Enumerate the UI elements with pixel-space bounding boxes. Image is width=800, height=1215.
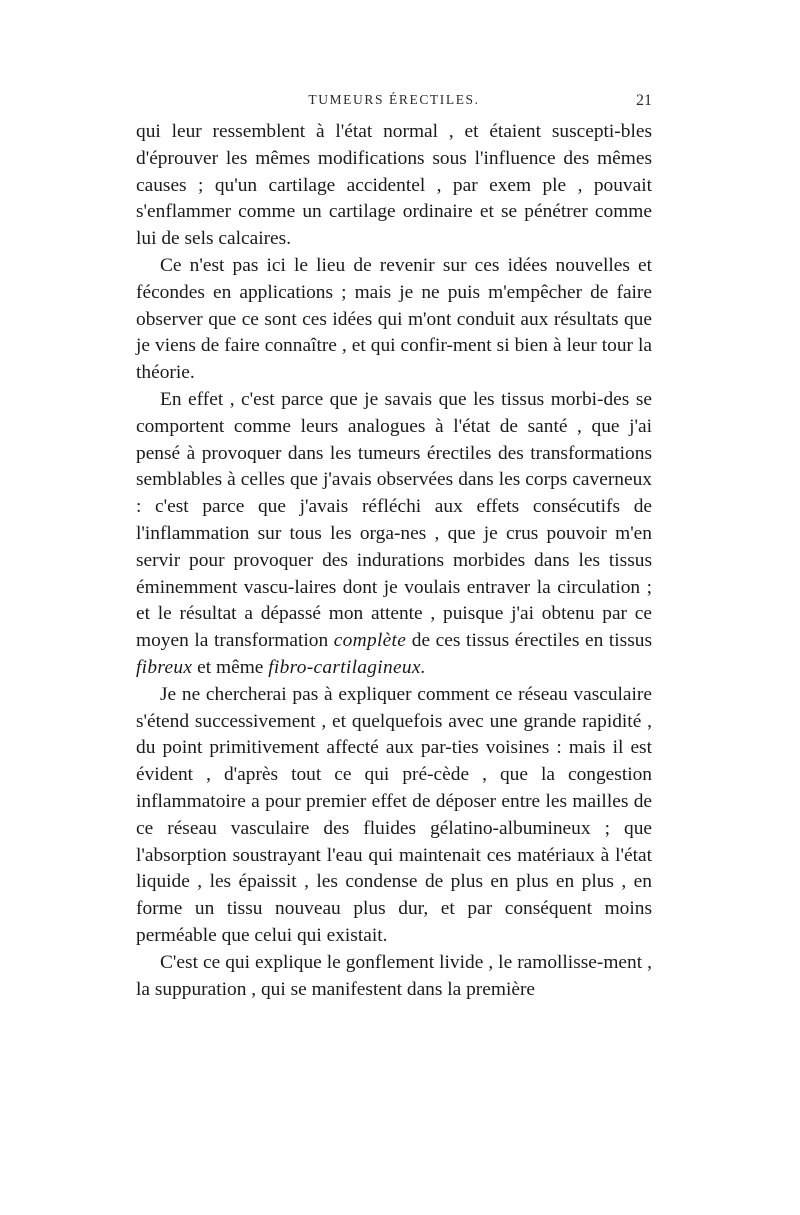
body-text	[136, 119, 652, 1003]
paragraph-4: Je ne chercherai pas à expliquer comment ce réseau vasculaire s'étend successivement , et quelquefois avec une grande rapidité , du point primitivement affecté aux par-ties voisines : mais il est évident , d'après tout ce qui pré-cède , que la congestion inflammatoire a pour premier effet de déposer entre les mailles de ce réseau vasculaire des fluides gélatino-albumineux ; que l'absorption soustrayant l'eau qui maintenait ces matériaux à l'état liquide , les épaissit , les condense de plus en plus en plus , en forme un tissu nouveau plus dur, et par conséquent moins perméable que celui qui existait.	[136, 683, 652, 946]
paragraph-5: C'est ce qui explique le gonflement livide , le ramollisse-ment , la suppuration , qui se manifestent dans la première	[136, 951, 652, 1000]
running-head	[136, 92, 652, 114]
italic-complete: complète	[333, 630, 407, 652]
italic-fibreux: fibreux	[136, 656, 193, 678]
paragraph-3-text-a: En effet , c'est parce que je savais que les tissus morbi-des se comportent comme leurs analogues à l'état de santé , que j'ai pensé à provoquer dans les tumeurs érectiles des transformations semblables à celles que j'avais observées dans les corps caverneux : c'est parce que j'avais réfléchi aux effets consécutifs de l'inflammation sur tous les orga-nes , que je crus pouvoir m'en servir pour provoquer des indurations morbides dans les tissus éminemment vascu-laires dont je voulais entraver la circulation ; et le résultat a dépassé mon attente , puisque j'ai obtenu par ce moyen la transformation	[136, 388, 652, 652]
running-title: TUMEURS ÉRECTILES.	[308, 92, 480, 107]
italic-fibro-cartilagineux: fibro-cartilagineux.	[268, 656, 426, 678]
paragraph-3-text-b: de ces tissus érectiles en tissus	[406, 630, 652, 652]
paragraph-1: qui leur ressemblent à l'état normal , et étaient suscepti-bles d'éprouver les mêmes modifications sous l'influence des mêmes causes ; qu'un cartilage accidentel , par exem ple , pouvait s'enflammer comme un cartilage ordinaire et se pénétrer comme lui de sels calcaires.	[136, 121, 652, 250]
paragraph-3	[136, 387, 652, 682]
paragraph-3-text-c: et même	[192, 656, 269, 678]
paragraph-2: Ce n'est pas ici le lieu de revenir sur ces idées nouvelles et fécondes en applications ; mais je ne puis m'empêcher de faire observer que ce sont ces idées qui m'ont conduit aux résultats que je viens de faire connaître , et qui confir-ment si bien à leur tour la théorie.	[136, 254, 652, 384]
page-number: 21	[636, 92, 652, 109]
